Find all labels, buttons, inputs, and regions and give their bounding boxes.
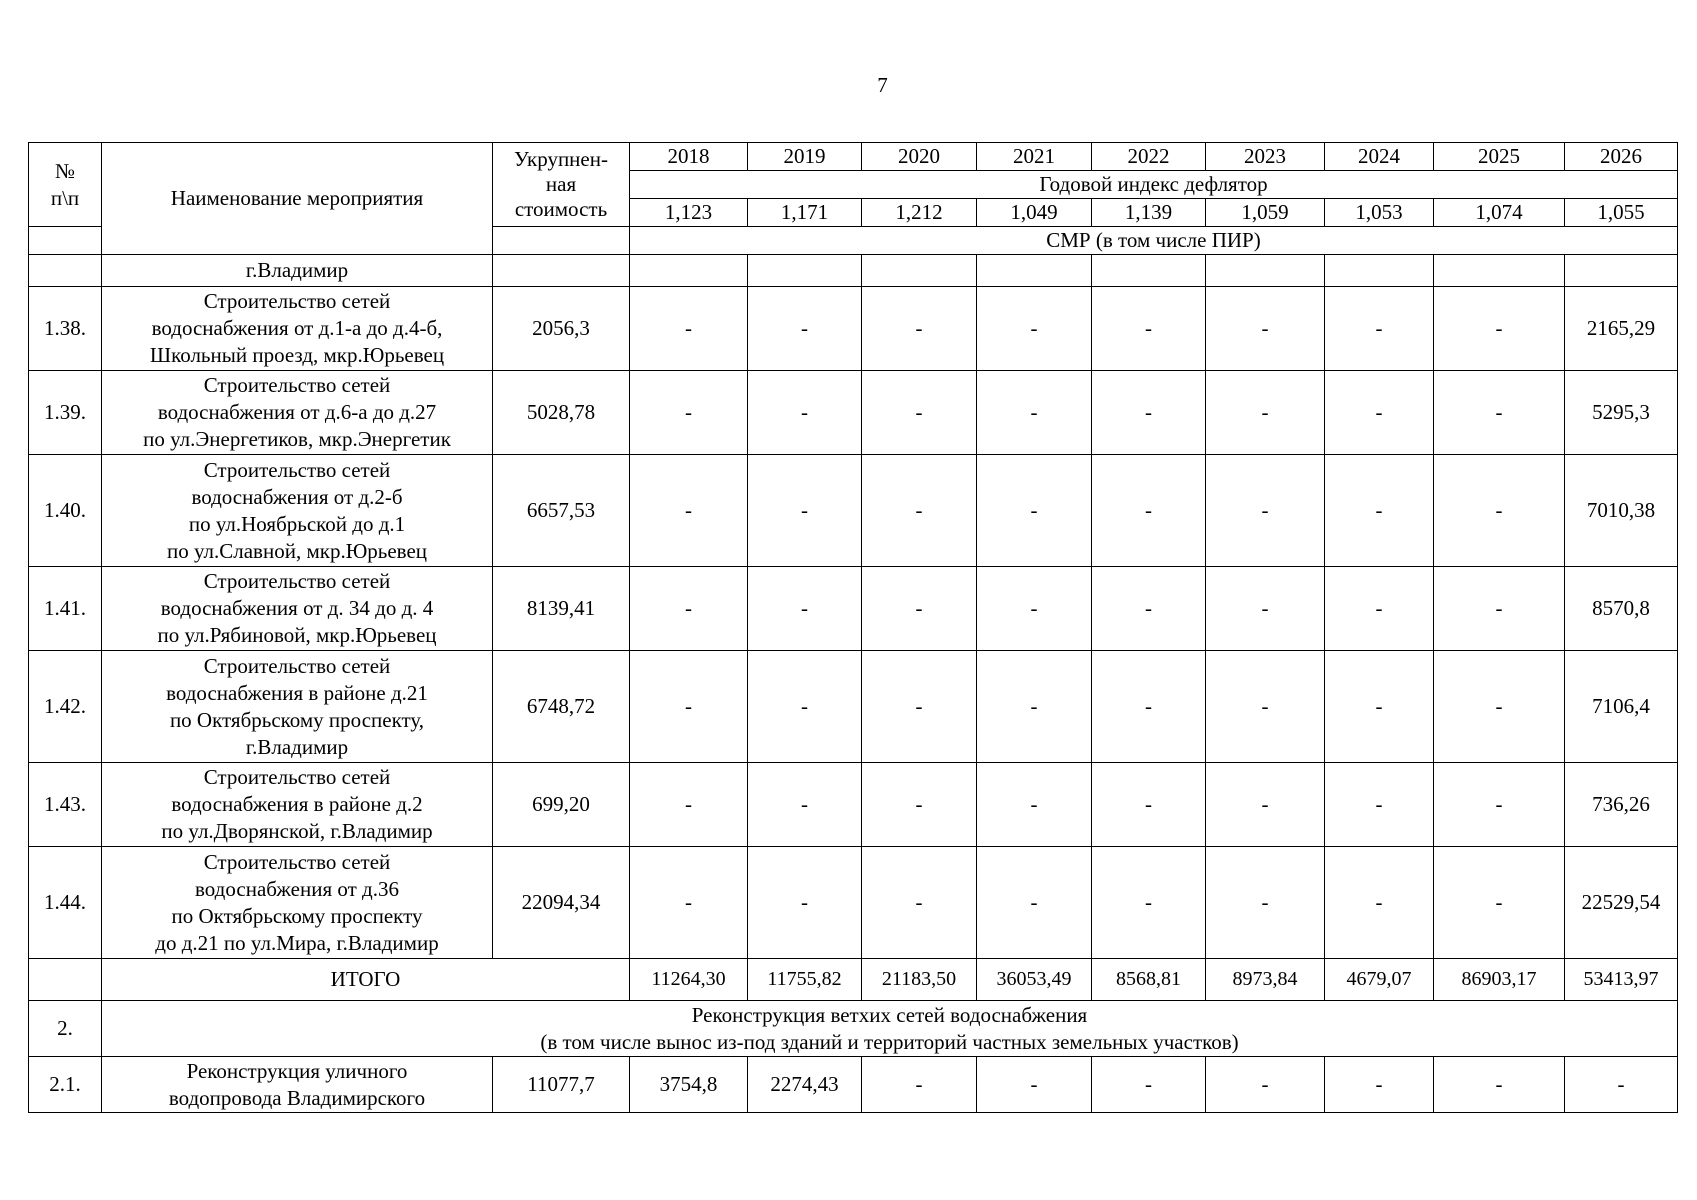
row-cost: 22094,34 bbox=[493, 847, 630, 959]
total-value: 11755,82 bbox=[748, 959, 862, 1001]
row-year-value: - bbox=[862, 567, 977, 651]
page-number: 7 bbox=[877, 73, 888, 97]
row-cost: 8139,41 bbox=[493, 567, 630, 651]
header-deflator: 1,074 bbox=[1434, 199, 1565, 227]
row-year-value: - bbox=[748, 847, 862, 959]
row-year-value: - bbox=[1092, 455, 1206, 567]
cell-empty bbox=[1325, 255, 1434, 287]
row-year-value: 7010,38 bbox=[1565, 455, 1678, 567]
header-year: 2023 bbox=[1206, 143, 1325, 171]
header-year: 2020 bbox=[862, 143, 977, 171]
row-year-value: - bbox=[862, 371, 977, 455]
row-year-value: - bbox=[977, 371, 1092, 455]
table-row bbox=[29, 371, 1678, 455]
cell-empty bbox=[29, 255, 102, 287]
row-year-value: - bbox=[1434, 287, 1565, 371]
table-row bbox=[29, 287, 1678, 371]
row-year-value: - bbox=[1092, 763, 1206, 847]
row-year-value: - bbox=[1434, 1057, 1565, 1113]
row-year-value: - bbox=[977, 847, 1092, 959]
row-number: 1.44. bbox=[29, 847, 102, 959]
row-cost: 6748,72 bbox=[493, 651, 630, 763]
row-year-value: - bbox=[1325, 763, 1434, 847]
row-year-value: 3754,8 bbox=[630, 1057, 748, 1113]
table-row bbox=[29, 1057, 1678, 1113]
section-title: Реконструкция ветхих сетей водоснабжения (в том числе вынос из-под зданий и территорий частных земельных участков) bbox=[102, 1001, 1678, 1057]
row-year-value: - bbox=[748, 287, 862, 371]
row-name: Строительство сетей водоснабжения от д.36 по Октябрьскому проспекту до д.21 по ул.Мира, г.Владимир bbox=[102, 847, 493, 959]
row-year-value: - bbox=[1206, 1057, 1325, 1113]
row-year-value: - bbox=[977, 1057, 1092, 1113]
row-cost: 699,20 bbox=[493, 763, 630, 847]
investment-plan-table bbox=[28, 142, 1678, 1113]
row-number: 2.1. bbox=[29, 1057, 102, 1113]
table-row bbox=[29, 651, 1678, 763]
row-year-value: 2165,29 bbox=[1565, 287, 1678, 371]
row-number: 1.41. bbox=[29, 567, 102, 651]
row-year-value: - bbox=[977, 287, 1092, 371]
row-year-value: - bbox=[1325, 567, 1434, 651]
row-year-value: - bbox=[1325, 371, 1434, 455]
header-num: № п\п bbox=[29, 143, 102, 227]
continuation-name: г.Владимир bbox=[102, 255, 493, 287]
header-deflator: 1,049 bbox=[977, 199, 1092, 227]
row-cost: 2056,3 bbox=[493, 287, 630, 371]
table-row bbox=[29, 455, 1678, 567]
row-name: Строительство сетей водоснабжения от д.6-а до д.27 по ул.Энергетиков, мкр.Энергетик bbox=[102, 371, 493, 455]
total-value: 8973,84 bbox=[1206, 959, 1325, 1001]
total-value: 11264,30 bbox=[630, 959, 748, 1001]
row-year-value: - bbox=[630, 567, 748, 651]
cell-empty bbox=[1092, 255, 1206, 287]
header-deflator: 1,123 bbox=[630, 199, 748, 227]
row-year-value: - bbox=[1092, 287, 1206, 371]
row-year-value: - bbox=[977, 651, 1092, 763]
row-year-value: - bbox=[1434, 847, 1565, 959]
row-year-value: - bbox=[1434, 763, 1565, 847]
row-year-value: - bbox=[630, 651, 748, 763]
row-year-value: - bbox=[977, 455, 1092, 567]
header-name: Наименование мероприятия bbox=[102, 143, 493, 255]
row-year-value: - bbox=[630, 287, 748, 371]
header-deflator: 1,059 bbox=[1206, 199, 1325, 227]
row-cost: 11077,7 bbox=[493, 1057, 630, 1113]
row-year-value: 22529,54 bbox=[1565, 847, 1678, 959]
row-year-value: - bbox=[630, 763, 748, 847]
row-name: Строительство сетей водоснабжения в районе д.21 по Октябрьскому проспекту, г.Владимир bbox=[102, 651, 493, 763]
row-year-value: - bbox=[862, 1057, 977, 1113]
total-value: 4679,07 bbox=[1325, 959, 1434, 1001]
row-year-value: - bbox=[977, 567, 1092, 651]
row-number: 1.43. bbox=[29, 763, 102, 847]
row-cost: 6657,53 bbox=[493, 455, 630, 567]
cell-empty bbox=[748, 255, 862, 287]
header-deflator: 1,171 bbox=[748, 199, 862, 227]
header-deflator: 1,139 bbox=[1092, 199, 1206, 227]
header-cost: Укрупнен- ная стоимость bbox=[493, 143, 630, 227]
row-name: Строительство сетей водоснабжения от д.2-б по ул.Ноябрьской до д.1 по ул.Славной, мкр.Юрьевец bbox=[102, 455, 493, 567]
row-year-value: - bbox=[862, 455, 977, 567]
row-cost: 5028,78 bbox=[493, 371, 630, 455]
table-row bbox=[29, 763, 1678, 847]
header-year: 2025 bbox=[1434, 143, 1565, 171]
header-deflator: 1,053 bbox=[1325, 199, 1434, 227]
header-smr-label: СМР (в том числе ПИР) bbox=[630, 227, 1678, 255]
row-year-value: - bbox=[1434, 455, 1565, 567]
row-year-value: - bbox=[1325, 651, 1434, 763]
row-number: 1.39. bbox=[29, 371, 102, 455]
header-num-spacer bbox=[29, 227, 102, 255]
row-year-value: - bbox=[862, 847, 977, 959]
row-name: Строительство сетей водоснабжения от д.1-а до д.4-б, Школьный проезд, мкр.Юрьевец bbox=[102, 287, 493, 371]
total-value: 8568,81 bbox=[1092, 959, 1206, 1001]
row-year-value: - bbox=[1325, 1057, 1434, 1113]
cell-empty bbox=[1565, 255, 1678, 287]
row-year-value: - bbox=[1206, 567, 1325, 651]
row-year-value: - bbox=[1434, 567, 1565, 651]
row-year-value: 5295,3 bbox=[1565, 371, 1678, 455]
row-year-value: 2274,43 bbox=[748, 1057, 862, 1113]
header-year: 2024 bbox=[1325, 143, 1434, 171]
header-year: 2026 bbox=[1565, 143, 1678, 171]
row-year-value: - bbox=[862, 651, 977, 763]
cell-empty bbox=[29, 959, 102, 1001]
row-name: Строительство сетей водоснабжения от д. 34 до д. 4 по ул.Рябиновой, мкр.Юрьевец bbox=[102, 567, 493, 651]
row-year-value: - bbox=[1206, 287, 1325, 371]
continuation-row bbox=[29, 255, 1678, 287]
header-year: 2021 bbox=[977, 143, 1092, 171]
row-year-value: - bbox=[1206, 763, 1325, 847]
row-year-value: - bbox=[630, 847, 748, 959]
table-row bbox=[29, 567, 1678, 651]
header-year: 2022 bbox=[1092, 143, 1206, 171]
total-value: 86903,17 bbox=[1434, 959, 1565, 1001]
row-year-value: - bbox=[977, 763, 1092, 847]
section-row bbox=[29, 1001, 1678, 1057]
row-year-value: - bbox=[1434, 371, 1565, 455]
total-label: ИТОГО bbox=[102, 959, 630, 1001]
row-number: 1.42. bbox=[29, 651, 102, 763]
row-year-value: - bbox=[748, 371, 862, 455]
row-year-value: - bbox=[862, 763, 977, 847]
cell-empty bbox=[1206, 255, 1325, 287]
cell-empty bbox=[1434, 255, 1565, 287]
row-year-value: 736,26 bbox=[1565, 763, 1678, 847]
row-number: 1.38. bbox=[29, 287, 102, 371]
row-year-value: - bbox=[1325, 287, 1434, 371]
cell-empty bbox=[977, 255, 1092, 287]
row-year-value: - bbox=[630, 371, 748, 455]
row-year-value: 7106,4 bbox=[1565, 651, 1678, 763]
row-year-value: - bbox=[862, 287, 977, 371]
row-year-value: - bbox=[1206, 455, 1325, 567]
row-name: Строительство сетей водоснабжения в районе д.2 по ул.Дворянской, г.Владимир bbox=[102, 763, 493, 847]
row-year-value: - bbox=[1325, 847, 1434, 959]
row-year-value: - bbox=[1092, 651, 1206, 763]
row-year-value: - bbox=[1092, 847, 1206, 959]
row-year-value: - bbox=[748, 567, 862, 651]
row-year-value: - bbox=[1206, 371, 1325, 455]
total-row bbox=[29, 959, 1678, 1001]
cell-empty bbox=[493, 255, 630, 287]
header-deflator: 1,055 bbox=[1565, 199, 1678, 227]
cell-empty bbox=[630, 255, 748, 287]
row-year-value: - bbox=[1092, 371, 1206, 455]
row-year-value: - bbox=[748, 763, 862, 847]
header-row-years bbox=[29, 143, 1678, 171]
table-row bbox=[29, 847, 1678, 959]
total-value: 53413,97 bbox=[1565, 959, 1678, 1001]
cell-empty bbox=[862, 255, 977, 287]
total-value: 36053,49 bbox=[977, 959, 1092, 1001]
total-value: 21183,50 bbox=[862, 959, 977, 1001]
row-year-value: - bbox=[1092, 567, 1206, 651]
row-year-value: - bbox=[1325, 455, 1434, 567]
row-year-value: - bbox=[1434, 651, 1565, 763]
header-cost-spacer bbox=[493, 227, 630, 255]
header-year: 2019 bbox=[748, 143, 862, 171]
header-deflator: 1,212 bbox=[862, 199, 977, 227]
header-deflator-label: Годовой индекс дефлятор bbox=[630, 171, 1678, 199]
row-name: Реконструкция уличного водопровода Владимирского bbox=[102, 1057, 493, 1113]
row-year-value: - bbox=[1565, 1057, 1678, 1113]
row-year-value: - bbox=[748, 651, 862, 763]
row-year-value: - bbox=[1206, 847, 1325, 959]
section-number: 2. bbox=[29, 1001, 102, 1057]
row-year-value: - bbox=[1206, 651, 1325, 763]
row-year-value: - bbox=[1092, 1057, 1206, 1113]
header-year: 2018 bbox=[630, 143, 748, 171]
row-year-value: - bbox=[630, 455, 748, 567]
row-year-value: - bbox=[748, 455, 862, 567]
row-number: 1.40. bbox=[29, 455, 102, 567]
row-year-value: 8570,8 bbox=[1565, 567, 1678, 651]
